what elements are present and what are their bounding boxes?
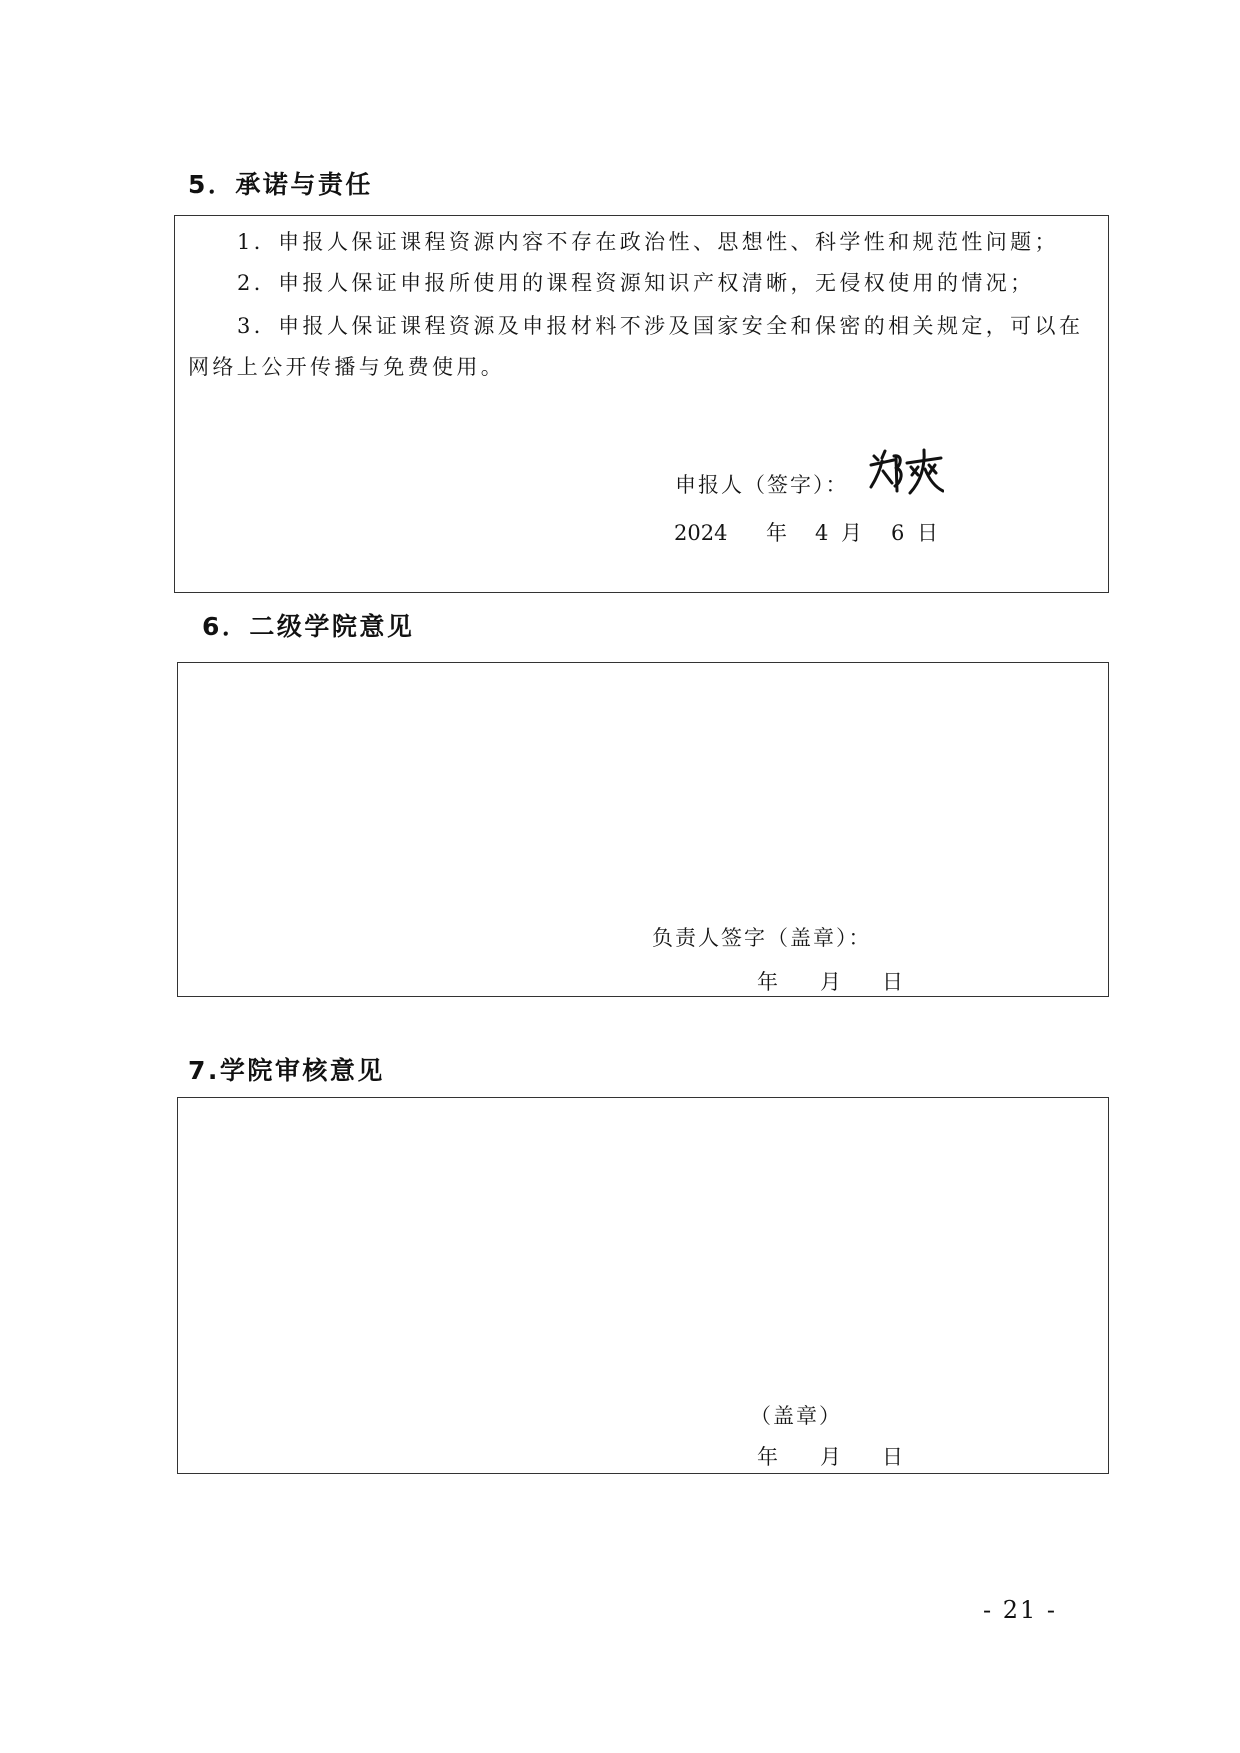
college-opinion-box: [177, 662, 1109, 997]
date-day-unit: 日: [882, 970, 903, 994]
date-month: 4: [815, 521, 829, 545]
commitment-box: [174, 215, 1109, 593]
applicant-signature-image: [868, 446, 944, 496]
section-6-heading: 6．二级学院意见: [202, 612, 415, 641]
review-opinion-box: [177, 1097, 1109, 1474]
commitment-item-2: 2．申报人保证申报所使用的课程资源知识产权清晰，无侵权使用的情况；: [237, 271, 1035, 295]
date-day: 6: [891, 521, 905, 545]
section-7-heading: 7.学院审核意见: [188, 1056, 385, 1085]
responsible-person-signature-label: 负责人签字（盖章）：: [652, 926, 872, 950]
signature-stroke: [911, 467, 918, 475]
date-month-unit: 月: [841, 521, 862, 545]
applicant-signature-label: 申报人（签字）：: [675, 473, 849, 497]
signature-stroke: [910, 450, 924, 493]
date-day-unit: 日: [882, 1445, 903, 1469]
date-month-unit: 月: [820, 970, 841, 994]
page-number: - 21 -: [983, 1596, 1058, 1624]
commitment-item-3-line-2: 网络上公开传播与免费使用。: [188, 355, 506, 379]
signature-stroke: [874, 456, 878, 460]
commitment-item-1: 1．申报人保证课程资源内容不存在政治性、思想性、科学性和规范性问题；: [237, 230, 1059, 254]
seal-label: （盖章）: [750, 1404, 842, 1428]
signature-stroke: [929, 465, 936, 474]
date-day-unit: 日: [917, 521, 938, 545]
date-year: 2024: [674, 521, 728, 545]
date-year-unit: 年: [757, 1445, 778, 1469]
date-year-unit: 年: [757, 970, 778, 994]
signature-stroke: [882, 451, 885, 458]
section-5-heading: 5．承诺与责任: [188, 170, 373, 199]
signature-stroke: [894, 456, 901, 491]
date-year-unit: 年: [766, 521, 787, 545]
date-month-unit: 月: [820, 1445, 841, 1469]
signature-stroke: [883, 471, 892, 483]
commitment-item-3-line-1: 3．申报人保证课程资源及申报材料不涉及国家安全和保密的相关规定，可以在: [237, 314, 1084, 338]
